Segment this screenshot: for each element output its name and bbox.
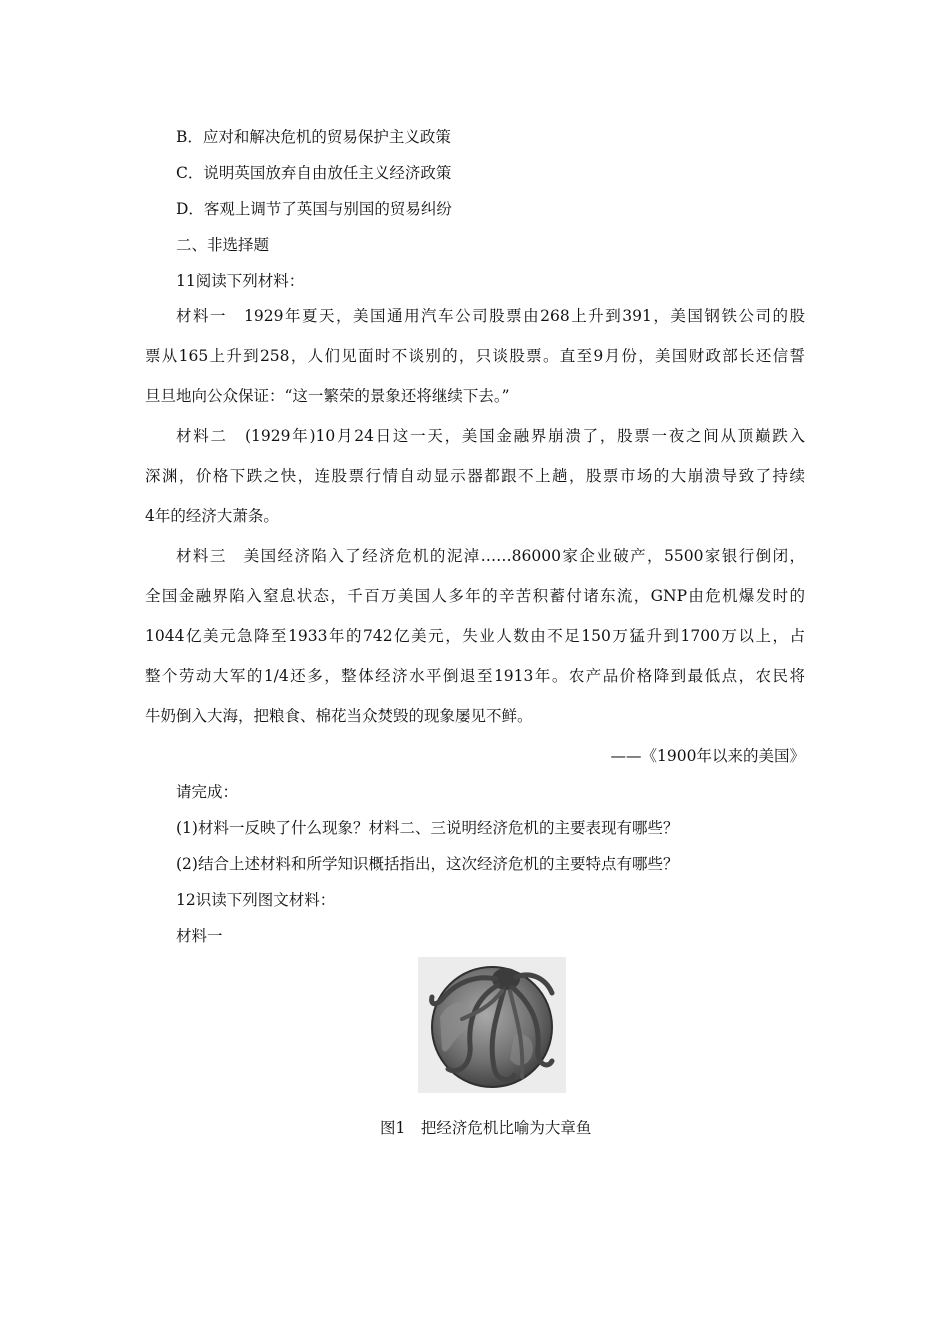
question-11-intro: 11阅读下列材料：: [176, 272, 305, 290]
material-2-line-1: 材料二 (1929年)10月24日这一天，美国金融界崩溃了，股票一夜之间从顶巅跌入: [176, 427, 805, 445]
material-3-line-4: 整个劳动大军的1/4还多，整体经济水平倒退至1913年。农产品价格降到最低点，农民将: [145, 667, 805, 685]
option-d: D．客观上调节了英国与别国的贸易纠纷: [176, 200, 452, 218]
octopus-cartoon-image: [418, 957, 566, 1093]
task-heading: 请完成：: [176, 783, 239, 801]
material-1-line-3: 旦旦地向公众保证：“这一繁荣的景象还将继续下去。”: [145, 387, 510, 405]
material-2-line-3: 4年的经济大萧条。: [145, 507, 279, 525]
sub-question-2: (2)结合上述材料和所学知识概括指出，这次经济危机的主要特点有哪些？: [176, 855, 679, 873]
material-2-line-2: 深渊，价格下跌之快，连股票行情自动显示器都跟不上趟，股票市场的大崩溃导致了持续: [145, 467, 805, 485]
option-b: B．应对和解决危机的贸易保护主义政策: [176, 128, 451, 146]
option-c: C．说明英国放弃自由放任主义经济政策: [176, 164, 452, 182]
question-12-intro: 12识读下列图文材料：: [176, 891, 336, 909]
material-3-line-3: 1044亿美元急降至1933年的742亿美元，失业人数由不足150万猛升到1700万以上，占: [145, 627, 805, 645]
material-3-line-1: 材料三 美国经济陷入了经济危机的泥淖……86000家企业破产，5500家银行倒闭，: [176, 547, 805, 565]
question-12-material-label: 材料一: [176, 927, 223, 945]
material-1-line-1: 材料一 1929年夏天，美国通用汽车公司股票由268上升到391，美国钢铁公司的股: [176, 307, 805, 325]
section-title: 二、非选择题: [176, 236, 270, 254]
figure-caption: 图1 把经济危机比喻为大章鱼: [380, 1119, 592, 1137]
sub-question-1: (1)材料一反映了什么现象？材料二、三说明经济危机的主要表现有哪些？: [176, 819, 679, 837]
material-3-line-2: 全国金融界陷入窒息状态，千百万美国人多年的辛苦积蓄付诸东流，GNP由危机爆发时的: [145, 587, 805, 605]
material-1-line-2: 票从165上升到258，人们见面时不谈别的，只谈股票。直至9月份，美国财政部长还信誓: [145, 347, 805, 365]
material-3-line-5: 牛奶倒入大海，把粮食、棉花当众焚毁的现象屡见不鲜。: [145, 707, 533, 725]
material-source: ——《1900年以来的美国》: [610, 747, 805, 765]
